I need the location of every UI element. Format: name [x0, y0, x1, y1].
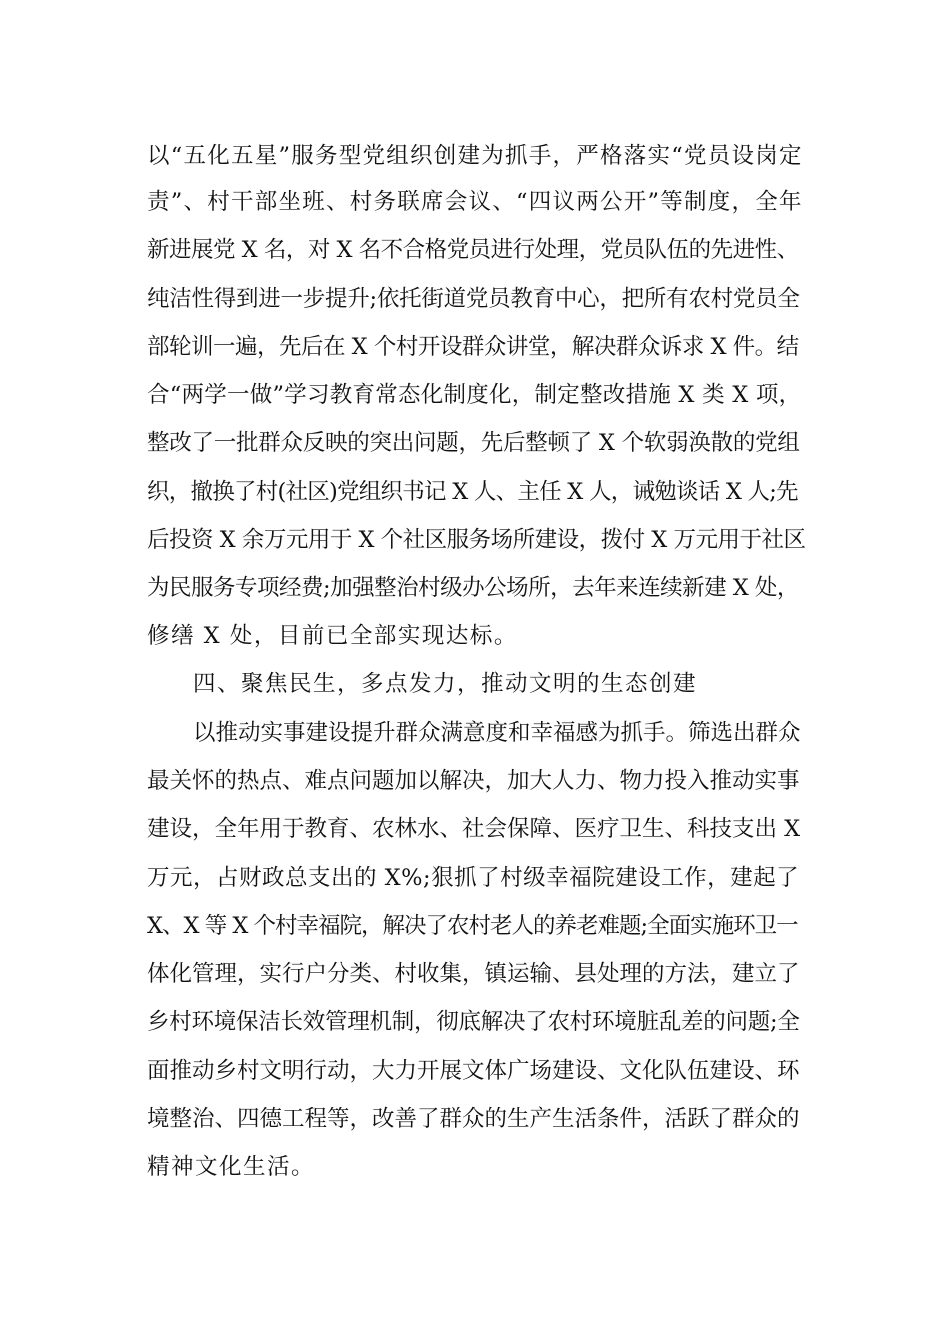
paragraph-2-line-2: 最关怀的热点、难点问题加以解决，加大人力、物力投入推动实事 [147, 768, 800, 794]
paragraph-1-line-5: 部轮训一遍，先后在 X 个村开设群众讲堂，解决群众诉求 X 件。结 [147, 334, 799, 360]
paragraph-1-line-9: 后投资 X 余万元用于 X 个社区服务场所建设，拨付 X 万元用于社区 [147, 527, 806, 553]
paragraph-2-line-5: X、X 等 X 个村幸福院，解决了农村老人的养老难题;全面实施环卫一 [147, 913, 798, 939]
paragraph-2-line-3: 建设，全年用于教育、农林水、社会保障、医疗卫生、科技支出 X [147, 816, 801, 842]
section-heading-4: 四、聚焦民生，多点发力，推动文明的生态创建 [193, 671, 698, 697]
paragraph-1-line-8: 织，撤换了村(社区)党组织书记 X 人、主任 X 人，诫勉谈话 X 人;先 [147, 479, 798, 505]
paragraph-2-line-9: 境整治、四德工程等，改善了群众的生产生活条件，活跃了群众的 [147, 1106, 800, 1132]
paragraph-1-line-11: 修缮 X 处，目前已全部实现达标。 [147, 623, 518, 649]
paragraph-1-line-10: 为民服务专项经费;加强整治村级办公场所，去年来连续新建 X 处， [147, 575, 799, 601]
paragraph-2-line-6: 体化管理，实行户分类、村收集，镇运输、县处理的方法，建立了 [147, 961, 800, 987]
paragraph-2-line-10: 精神文化生活。 [147, 1154, 316, 1180]
paragraph-1-line-6: 合“两学一做”学习教育常态化制度化，制定整改措施 X 类 X 项， [147, 382, 802, 408]
paragraph-2-line-8: 面推动乡村文明行动，大力开展文体广场建设、文化队伍建设、环 [147, 1058, 800, 1084]
paragraph-1-line-7: 整改了一批群众反映的突出问题，先后整顿了 X 个软弱涣散的党组 [147, 430, 800, 456]
paragraph-1-line-4: 纯洁性得到进一步提升;依托街道党员教育中心，把所有农村党员全 [147, 286, 800, 312]
paragraph-2-line-1: 以推动实事建设提升群众满意度和幸福感为抓手。筛选出群众 [193, 720, 801, 746]
paragraph-2-line-4: 万元，占财政总支出的 X%;狠抓了村级幸福院建设工作，建起了 [147, 865, 800, 891]
paragraph-1-line-3: 新进展党 X 名，对 X 名不合格党员进行处理，党员队伍的先进性、 [147, 237, 799, 263]
paragraph-1-line-2: 责”、村干部坐班、村务联席会议、“四议两公开”等制度，全年 [147, 189, 803, 215]
paragraph-2-line-7: 乡村环境保洁长效管理机制，彻底解决了农村环境脏乱差的问题;全 [147, 1009, 800, 1035]
paragraph-1-line-1: 以“五化五星”服务型党组织创建为抓手，严格落实“党员设岗定 [147, 143, 803, 169]
